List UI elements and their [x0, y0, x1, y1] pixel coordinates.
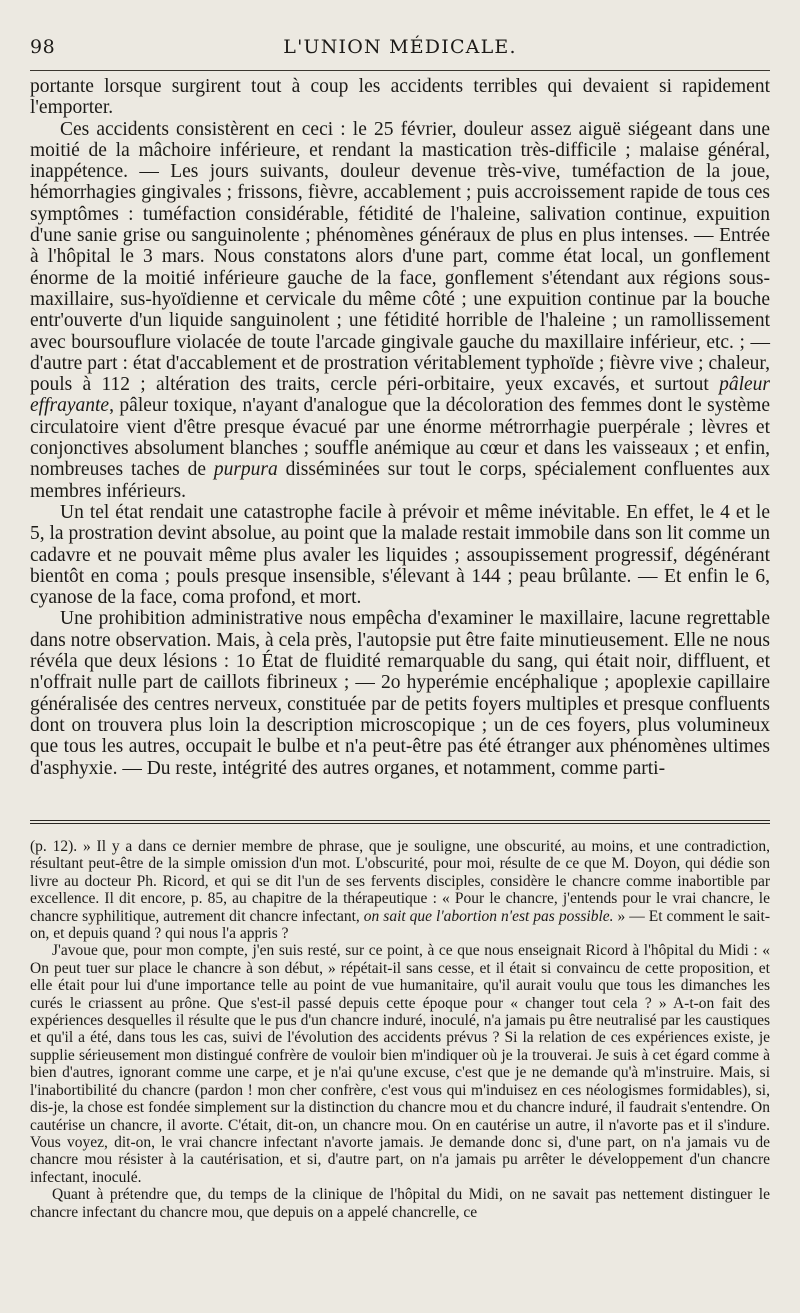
- header-rule: [30, 70, 770, 71]
- footnote-separator: [30, 820, 770, 824]
- text-run: » — Et comment le sait-on, et depuis quand ? qui nous l'a appris ?: [30, 907, 771, 943]
- rule-line: [30, 823, 770, 824]
- footnote-paragraph: Quant à prétendre que, du temps de la clinique de l'hôpital du Midi, on ne savait pas nettement distinguer le chancre infectant du chancre mou, que depuis on a appelé chancrelle, ce: [30, 1186, 770, 1221]
- page-number: 98: [30, 36, 56, 58]
- paragraph: [30, 119, 770, 502]
- emphasis-text: on sait que l'abortion n'est pas possible.: [363, 907, 614, 925]
- running-title: L'UNION MÉDICALE.: [283, 36, 517, 58]
- text-run: , pâleur toxique, n'ayant d'analogue que la décoloration des femmes dont le système circulatoire vient d'être presque évacué par une énorme métrorrhagie puerpérale ; lèvres et conjonctives absolument blanches ; souffle anémique au cœur et dans les vaisseaux ; et enfin, nombreuses taches de: [30, 395, 770, 481]
- emphasis-text: pâleur effrayante: [30, 374, 771, 417]
- main-text: [30, 76, 770, 779]
- footnotes: [30, 838, 770, 1221]
- rule-line: [30, 820, 770, 821]
- footnote-paragraph: J'avoue que, pour mon compte, j'en suis resté, sur ce point, à ce que nous enseignait Ricord à l'hôpital du Midi : « On peut tuer sur place le chancre à son début, » répétait-il sans cesse, et il était si convaincu de cette proposition, et elle était pour lui d'une importance telle au point de vue humanitaire, qu'il aurait voulu que tous les dimanches les curés le criassent au prône. Que s'est-il passé depuis cette époque pour « changer tout cela ? » A-t-on fait des expériences desquelles il résulte que le pus d'un chancre induré, inoculé, n'a jamais pu être neutralisé par les caustiques et qu'il a été, dans tous les cas, suivi de l'évolution des accidents prévus ? Si la relation de ces expériences existe, je supplie sérieusement mon distingué confrère de vouloir bien m'indiquer où je la trouverai. Je suis à cet égard comme à bien d'autres, ignorant comme une carpe, et je n'ai qu'une excuse, c'est que je ne demande qu'à m'instruire. Mais, si l'inabortibilité du chancre (pardon ! mon cher confrère, c'est vous qui m'induisez en ces néologismes formidables), si, dis-je, la chose est fondée simplement sur la distinction du chancre mou et du chancre induré, il faudrait s'entendre. On cautérise un chancre, il avorte. C'était, dit-on, un chancre mou. On en cautérise un autre, il n'avorte pas et il s'indure. Vous voyez, dit-on, le vrai chancre infectant n'avorte jamais. Je demande donc si, d'une part, on n'a jamais vu de chancre mou résister à la cautérisation, et si, d'autre part, on n'a jamais pu arrêter le développement d'un chancre infectant, inoculé.: [30, 942, 770, 1186]
- page-header: [30, 34, 770, 68]
- paragraph: portante lorsque surgirent tout à coup les accidents terribles qui devaient si rapidement l'emporter.: [30, 76, 770, 119]
- paragraph: Un tel état rendait une catastrophe facile à prévoir et même inévitable. En effet, le 4 et le 5, la prostration devint absolue, au point que la malade restait immobile dans son lit comme un cadavre et ne pouvait même plus avaler les liquides ; assoupissement progressif, dégénérant bientôt en coma ; pouls presque insensible, s'élevant à 144 ; peau brûlante. — Et enfin le 6, cyanose de la face, coma profond, et mort.: [30, 501, 770, 609]
- text-run: (p. 12). » Il y a dans ce dernier membre de phrase, que je souligne, une obscurité, au moins, et une contradiction, résultant peut-être de la simple omission d'un mot. L'obscurité, pour moi, résulte de ce que M. Doyon, qui dédie son livre au docteur Ph. Ricord, et qui se dit l'un de ses fervents disciples, considère le chancre comme inabortible par excellence. Il dit encore, p. 85, au chapitre de la thérapeutique : « Pour le chancre, j'entends pour le vrai chancre, le chancre syphilitique, autrement dit chancre infectant,: [30, 838, 770, 925]
- text-run: Ces accidents consistèrent en ceci : le 25 février, douleur assez aiguë siégeant dans une moitié de la mâchoire inférieure, et rendant la mastication très-difficile ; malaise général, inappétence. — Les jours suivants, douleur devenue très-vive, tuméfaction de la joue, hémorrhagies gingivales ; frissons, fièvre, accablement ; puis accroissement rapide de tous ces symptômes : tuméfaction considérable, fétidité de l'haleine, salivation continue, expuition d'une sanie grise ou sanguinolente ; phénomènes généraux de plus en plus intenses. — Entrée à l'hôpital le 3 mars. Nous constatons alors d'une part, comme état local, un gonflement énorme de la moitié inférieure gauche de la face, gonflement s'étendant aux régions sous-maxillaire, sus-hyoïdienne et cervicale du même côté ; une expuition continue par la bouche entr'ouverte d'un liquide sanguinolent ; une fétidité horrible de l'haleine ; un ramollissement avec boursouflure violacée de toute l'arcade gingivale gauche du maxillaire inférieur, etc. ; — d'autre part : état d'accablement et de prostration véritablement typhoïde ; fièvre vive ; chaleur, pouls à 112 ; altération des traits, cercle péri-orbitaire, yeux excavés, et surtout: [30, 118, 770, 396]
- footnote-paragraph: [30, 838, 770, 942]
- text-run: disséminées sur tout le corps, spécialement confluentes aux membres inférieurs.: [30, 459, 771, 502]
- emphasis-text: purpura: [213, 459, 278, 481]
- paragraph: Une prohibition administrative nous empêcha d'examiner le maxillaire, lacune regrettable dans notre observation. Mais, à cela près, l'autopsie put être faite minutieusement. Elle ne nous révéla que deux lésions : 1o État de fluidité remarquable du sang, qui était noir, diffluent, et n'offrait nulle part de caillots fibrineux ; — 2o hyperémie encéphalique ; apoplexie capillaire généralisée des centres nerveux, constituée par de petits foyers multiples et presque confluents dont on trouvera plus loin la description microscopique ; un de ces foyers, plus volumineux que tous les autres, occupait le bulbe et n'a peut-être pas été étranger aux phénomènes ultimes d'asphyxie. — Du reste, intégrité des autres organes, et notamment, comme parti-: [30, 608, 770, 779]
